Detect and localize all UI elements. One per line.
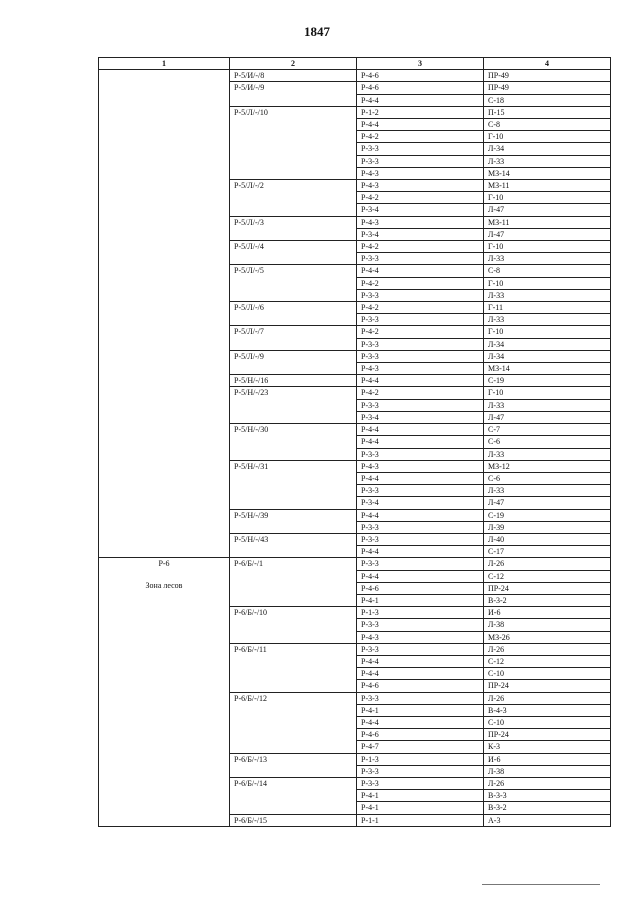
value-cell: Л-33 (484, 485, 611, 497)
table-body (99, 70, 611, 827)
table-header-row (99, 58, 611, 70)
ref-cell: Р-4-7 (357, 741, 484, 753)
ref-cell: Р-3-3 (357, 643, 484, 655)
ref-cell: Р-3-3 (357, 143, 484, 155)
zone-name: Зона лесов (145, 580, 183, 590)
ref-cell: Р-4-6 (357, 70, 484, 82)
table-row (99, 558, 611, 570)
value-cell: Л-47 (484, 204, 611, 216)
value-cell: С-19 (484, 509, 611, 521)
ref-cell: Р-3-3 (357, 314, 484, 326)
value-cell: С-10 (484, 716, 611, 728)
ref-cell: Р-4-2 (357, 131, 484, 143)
ref-cell: Р-1-1 (357, 814, 484, 826)
code-cell: Р-5/Л/-/7 (230, 326, 357, 350)
value-cell: Л-39 (484, 521, 611, 533)
ref-cell: Р-3-4 (357, 228, 484, 240)
value-cell: В-3-2 (484, 802, 611, 814)
value-cell: Л-33 (484, 155, 611, 167)
value-cell: Г-10 (484, 131, 611, 143)
ref-cell: Р-3-3 (357, 692, 484, 704)
value-cell: С-7 (484, 424, 611, 436)
value-cell: Г-10 (484, 277, 611, 289)
value-cell: МЗ-14 (484, 167, 611, 179)
value-cell: С-8 (484, 265, 611, 277)
ref-cell: Р-4-1 (357, 704, 484, 716)
ref-cell: Р-4-3 (357, 167, 484, 179)
ref-cell: Р-4-3 (357, 216, 484, 228)
value-cell: И-6 (484, 753, 611, 765)
ref-cell: Р-4-4 (357, 546, 484, 558)
value-cell: Г-10 (484, 326, 611, 338)
value-cell: Л-26 (484, 643, 611, 655)
page-number: 1847 (304, 24, 330, 39)
ref-cell: Р-4-4 (357, 265, 484, 277)
ref-cell: Р-4-3 (357, 631, 484, 643)
code-cell: Р-6/Б/-/10 (230, 607, 357, 644)
code-cell: Р-5/Л/-/9 (230, 350, 357, 374)
value-cell: ПР-49 (484, 70, 611, 82)
value-cell: К-3 (484, 741, 611, 753)
code-cell: Р-5/Л/-/2 (230, 180, 357, 217)
code-cell: Р-5/Н/-/31 (230, 460, 357, 509)
ref-cell: Р-4-3 (357, 180, 484, 192)
ref-cell: Р-3-3 (357, 521, 484, 533)
column-header-2: 2 (230, 58, 357, 70)
ref-cell: Р-3-3 (357, 155, 484, 167)
code-cell: Р-5/Л/-/6 (230, 302, 357, 326)
value-cell: ПР-24 (484, 680, 611, 692)
ref-cell: Р-4-1 (357, 802, 484, 814)
ref-cell: Р-4-4 (357, 655, 484, 667)
ref-cell: Р-3-3 (357, 399, 484, 411)
code-cell: Р-5/Л/-/4 (230, 241, 357, 265)
code-cell: Р-5/Н/-/43 (230, 533, 357, 557)
value-cell: С-19 (484, 375, 611, 387)
ref-cell: Р-3-3 (357, 777, 484, 789)
value-cell: Г-10 (484, 192, 611, 204)
value-cell: МЗ-26 (484, 631, 611, 643)
value-cell: Л-47 (484, 411, 611, 423)
table-row (99, 70, 611, 82)
code-cell: Р-5/Л/-/5 (230, 265, 357, 302)
ref-cell: Р-4-6 (357, 582, 484, 594)
ref-cell: Р-3-3 (357, 558, 484, 570)
code-cell: Р-5/И/-/9 (230, 82, 357, 106)
value-cell: Л-33 (484, 448, 611, 460)
value-cell: В-3-3 (484, 790, 611, 802)
ref-cell: Р-4-2 (357, 277, 484, 289)
value-cell: Л-33 (484, 289, 611, 301)
code-cell: Р-5/Н/-/30 (230, 424, 357, 461)
value-cell: ПР-24 (484, 582, 611, 594)
code-cell: Р-6/Б/-/1 (230, 558, 357, 607)
ref-cell: Р-3-4 (357, 204, 484, 216)
value-cell: С-6 (484, 436, 611, 448)
ref-cell: Р-1-3 (357, 753, 484, 765)
value-cell: МЗ-11 (484, 216, 611, 228)
value-cell: Л-38 (484, 619, 611, 631)
classification-table (98, 57, 611, 827)
code-cell: Р-6/Б/-/15 (230, 814, 357, 826)
ref-cell: Р-4-6 (357, 729, 484, 741)
ref-cell: Р-3-3 (357, 338, 484, 350)
ref-cell: Р-4-6 (357, 680, 484, 692)
value-cell: Г-11 (484, 302, 611, 314)
code-cell: Р-5/Н/-/23 (230, 387, 357, 424)
ref-cell: Р-4-1 (357, 790, 484, 802)
ref-cell: Р-3-3 (357, 619, 484, 631)
value-cell: С-17 (484, 546, 611, 558)
ref-cell: Р-3-3 (357, 253, 484, 265)
value-cell: ПР-49 (484, 82, 611, 94)
value-cell: Л-47 (484, 497, 611, 509)
ref-cell: Р-4-4 (357, 472, 484, 484)
value-cell: Л-34 (484, 338, 611, 350)
value-cell: Л-26 (484, 777, 611, 789)
value-cell: Л-34 (484, 143, 611, 155)
zone-cell (99, 70, 230, 558)
ref-cell: Р-3-3 (357, 485, 484, 497)
ref-cell: Р-1-2 (357, 106, 484, 118)
ref-cell: Р-4-2 (357, 302, 484, 314)
ref-cell: Р-3-3 (357, 350, 484, 362)
ref-cell: Р-4-3 (357, 363, 484, 375)
ref-cell: Р-4-1 (357, 594, 484, 606)
value-cell: Г-10 (484, 241, 611, 253)
ref-cell: Р-4-4 (357, 509, 484, 521)
value-cell: С-12 (484, 570, 611, 582)
ref-cell: Р-3-3 (357, 289, 484, 301)
ref-cell: Р-3-3 (357, 448, 484, 460)
value-cell: В-3-2 (484, 594, 611, 606)
column-header-1: 1 (99, 58, 230, 70)
value-cell: МЗ-11 (484, 180, 611, 192)
ref-cell: Р-3-3 (357, 765, 484, 777)
ref-cell: Р-4-2 (357, 387, 484, 399)
value-cell: Л-40 (484, 533, 611, 545)
code-cell: Р-6/Б/-/11 (230, 643, 357, 692)
code-cell: Р-5/Л/-/10 (230, 106, 357, 179)
zone-cell (99, 558, 230, 826)
ref-cell: Р-4-6 (357, 82, 484, 94)
value-cell: И-6 (484, 607, 611, 619)
value-cell: Л-34 (484, 350, 611, 362)
value-cell: С-8 (484, 119, 611, 131)
value-cell: В-4-3 (484, 704, 611, 716)
code-cell: Р-5/Н/-/39 (230, 509, 357, 533)
value-cell: ПР-24 (484, 729, 611, 741)
ref-cell: Р-4-4 (357, 668, 484, 680)
code-cell: Р-6/Б/-/14 (230, 777, 357, 814)
ref-cell: Р-4-4 (357, 570, 484, 582)
value-cell: С-6 (484, 472, 611, 484)
value-cell: Л-38 (484, 765, 611, 777)
ref-cell: Р-4-2 (357, 192, 484, 204)
value-cell: С-18 (484, 94, 611, 106)
code-cell: Р-5/Н/-/16 (230, 375, 357, 387)
ref-cell: Р-3-4 (357, 497, 484, 509)
value-cell: П-15 (484, 106, 611, 118)
ref-cell: Р-4-4 (357, 375, 484, 387)
zone-code: Р-6 (158, 559, 170, 569)
ref-cell: Р-4-2 (357, 326, 484, 338)
code-cell: Р-5/Л/-/3 (230, 216, 357, 240)
value-cell: МЗ-14 (484, 363, 611, 375)
ref-cell: Р-4-2 (357, 241, 484, 253)
value-cell: Л-33 (484, 314, 611, 326)
column-header-3: 3 (357, 58, 484, 70)
value-cell: А-3 (484, 814, 611, 826)
value-cell: С-12 (484, 655, 611, 667)
value-cell: МЗ-12 (484, 460, 611, 472)
ref-cell: Р-4-4 (357, 436, 484, 448)
value-cell: Л-47 (484, 228, 611, 240)
ref-cell: Р-1-3 (357, 607, 484, 619)
value-cell: Л-33 (484, 253, 611, 265)
code-cell: Р-6/Б/-/13 (230, 753, 357, 777)
bottom-rule (482, 884, 600, 885)
ref-cell: Р-4-4 (357, 119, 484, 131)
ref-cell: Р-4-4 (357, 716, 484, 728)
ref-cell: Р-4-4 (357, 424, 484, 436)
value-cell: Г-10 (484, 387, 611, 399)
ref-cell: Р-4-4 (357, 94, 484, 106)
value-cell: Л-26 (484, 558, 611, 570)
value-cell: Л-33 (484, 399, 611, 411)
code-cell: Р-5/И/-/8 (230, 70, 357, 82)
ref-cell: Р-4-3 (357, 460, 484, 472)
column-header-4: 4 (484, 58, 611, 70)
ref-cell: Р-3-3 (357, 533, 484, 545)
ref-cell: Р-3-4 (357, 411, 484, 423)
value-cell: Л-26 (484, 692, 611, 704)
code-cell: Р-6/Б/-/12 (230, 692, 357, 753)
value-cell: С-10 (484, 668, 611, 680)
